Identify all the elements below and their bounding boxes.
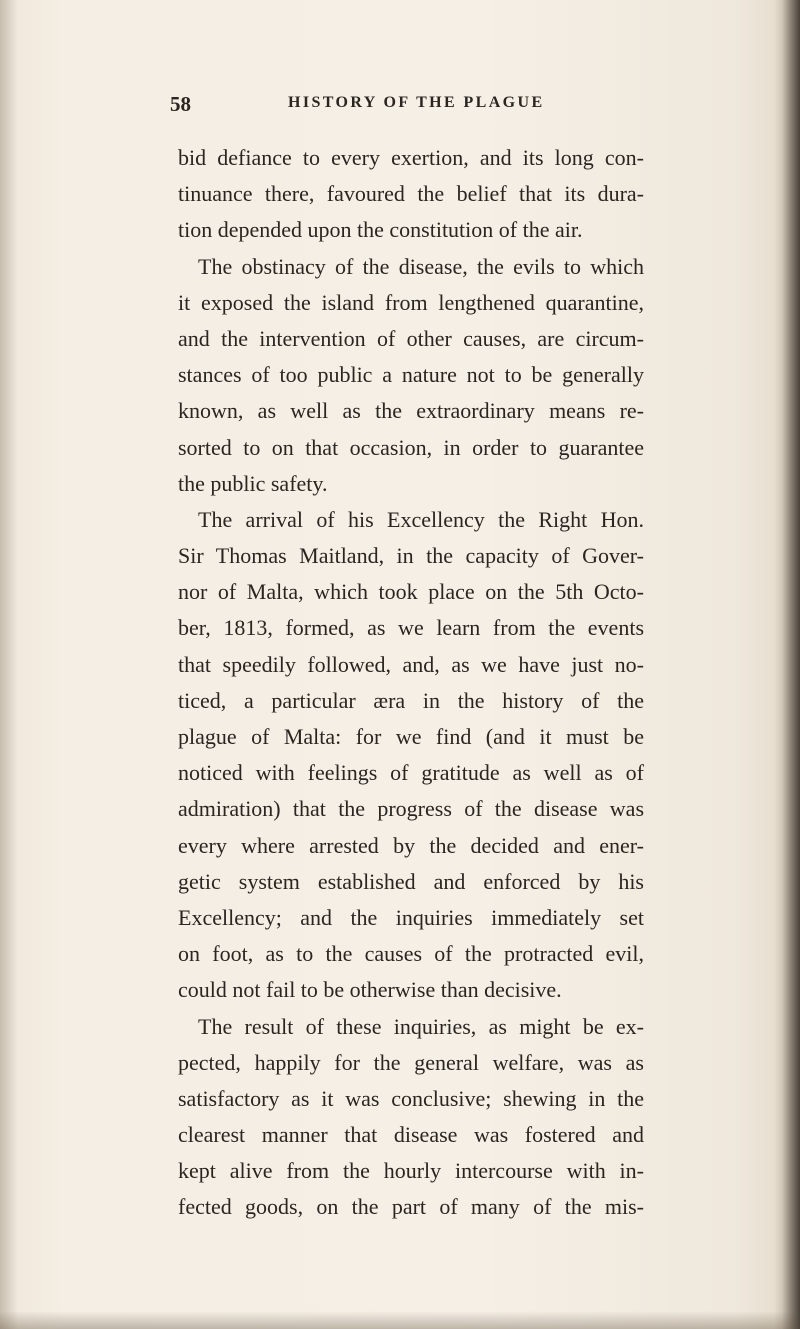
text-line: getic system established and enforced by his [178, 868, 644, 894]
text-line: and the intervention of other causes, are circum- [178, 325, 644, 351]
text-line: clearest manner that disease was fostered and [178, 1122, 644, 1148]
text-line: admiration) that the progress of the disease was [178, 796, 644, 822]
text-line: tinuance there, favoured the belief that its dura- [178, 181, 644, 207]
running-title: HISTORY OF THE PLAGUE [288, 94, 545, 111]
page-left-shadow [0, 0, 18, 1329]
page-header [170, 92, 640, 122]
text-line: noticed with feelings of gratitude as well as of [178, 760, 644, 786]
text-line: known, as well as the extraordinary means re- [178, 398, 644, 424]
text-line: The result of these inquiries, as might be ex- [198, 1013, 644, 1039]
text-line: fected goods, on the part of many of the mis- [178, 1194, 644, 1220]
text-line: that speedily followed, and, as we have just no- [178, 651, 644, 677]
text-line: kept alive from the hourly intercourse with in- [178, 1158, 644, 1184]
text-line: sorted to on that occasion, in order to guarantee [178, 434, 644, 460]
text-line: every where arrested by the decided and ener- [178, 832, 644, 858]
text-line: Sir Thomas Maitland, in the capacity of Gover- [178, 543, 644, 569]
text-line: it exposed the island from lengthened quarantine, [178, 289, 644, 315]
text-line: the public safety. [178, 470, 328, 496]
text-line: nor of Malta, which took place on the 5th Octo- [178, 579, 644, 605]
body-text [178, 140, 644, 1226]
page-bottom-edge [0, 1311, 800, 1329]
text-line: The arrival of his Excellency the Right Hon. [198, 506, 644, 532]
text-line: on foot, as to the causes of the protracted evil, [178, 941, 644, 967]
text-line: plague of Malta: for we find (and it must be [178, 724, 644, 749]
binding-shadow [774, 0, 800, 1329]
text-line: tion depended upon the constitution of the air. [178, 217, 583, 243]
text-line: ber, 1813, formed, as we learn from the events [178, 615, 644, 641]
text-line: The obstinacy of the disease, the evils to which [198, 253, 644, 279]
text-line: ticed, a particular æra in the history of the [178, 687, 644, 713]
text-line: bid defiance to every exertion, and its long con- [178, 145, 644, 170]
text-line: satisfactory as it was conclusive; shewing in the [178, 1085, 644, 1111]
text-line: Excellency; and the inquiries immediately set [178, 904, 644, 930]
text-line: stances of too public a nature not to be generally [178, 362, 644, 388]
page-number: 58 [170, 92, 191, 116]
text-line: could not fail to be otherwise than decisive. [178, 977, 562, 1003]
text-line: pected, happily for the general welfare, was as [178, 1049, 644, 1075]
